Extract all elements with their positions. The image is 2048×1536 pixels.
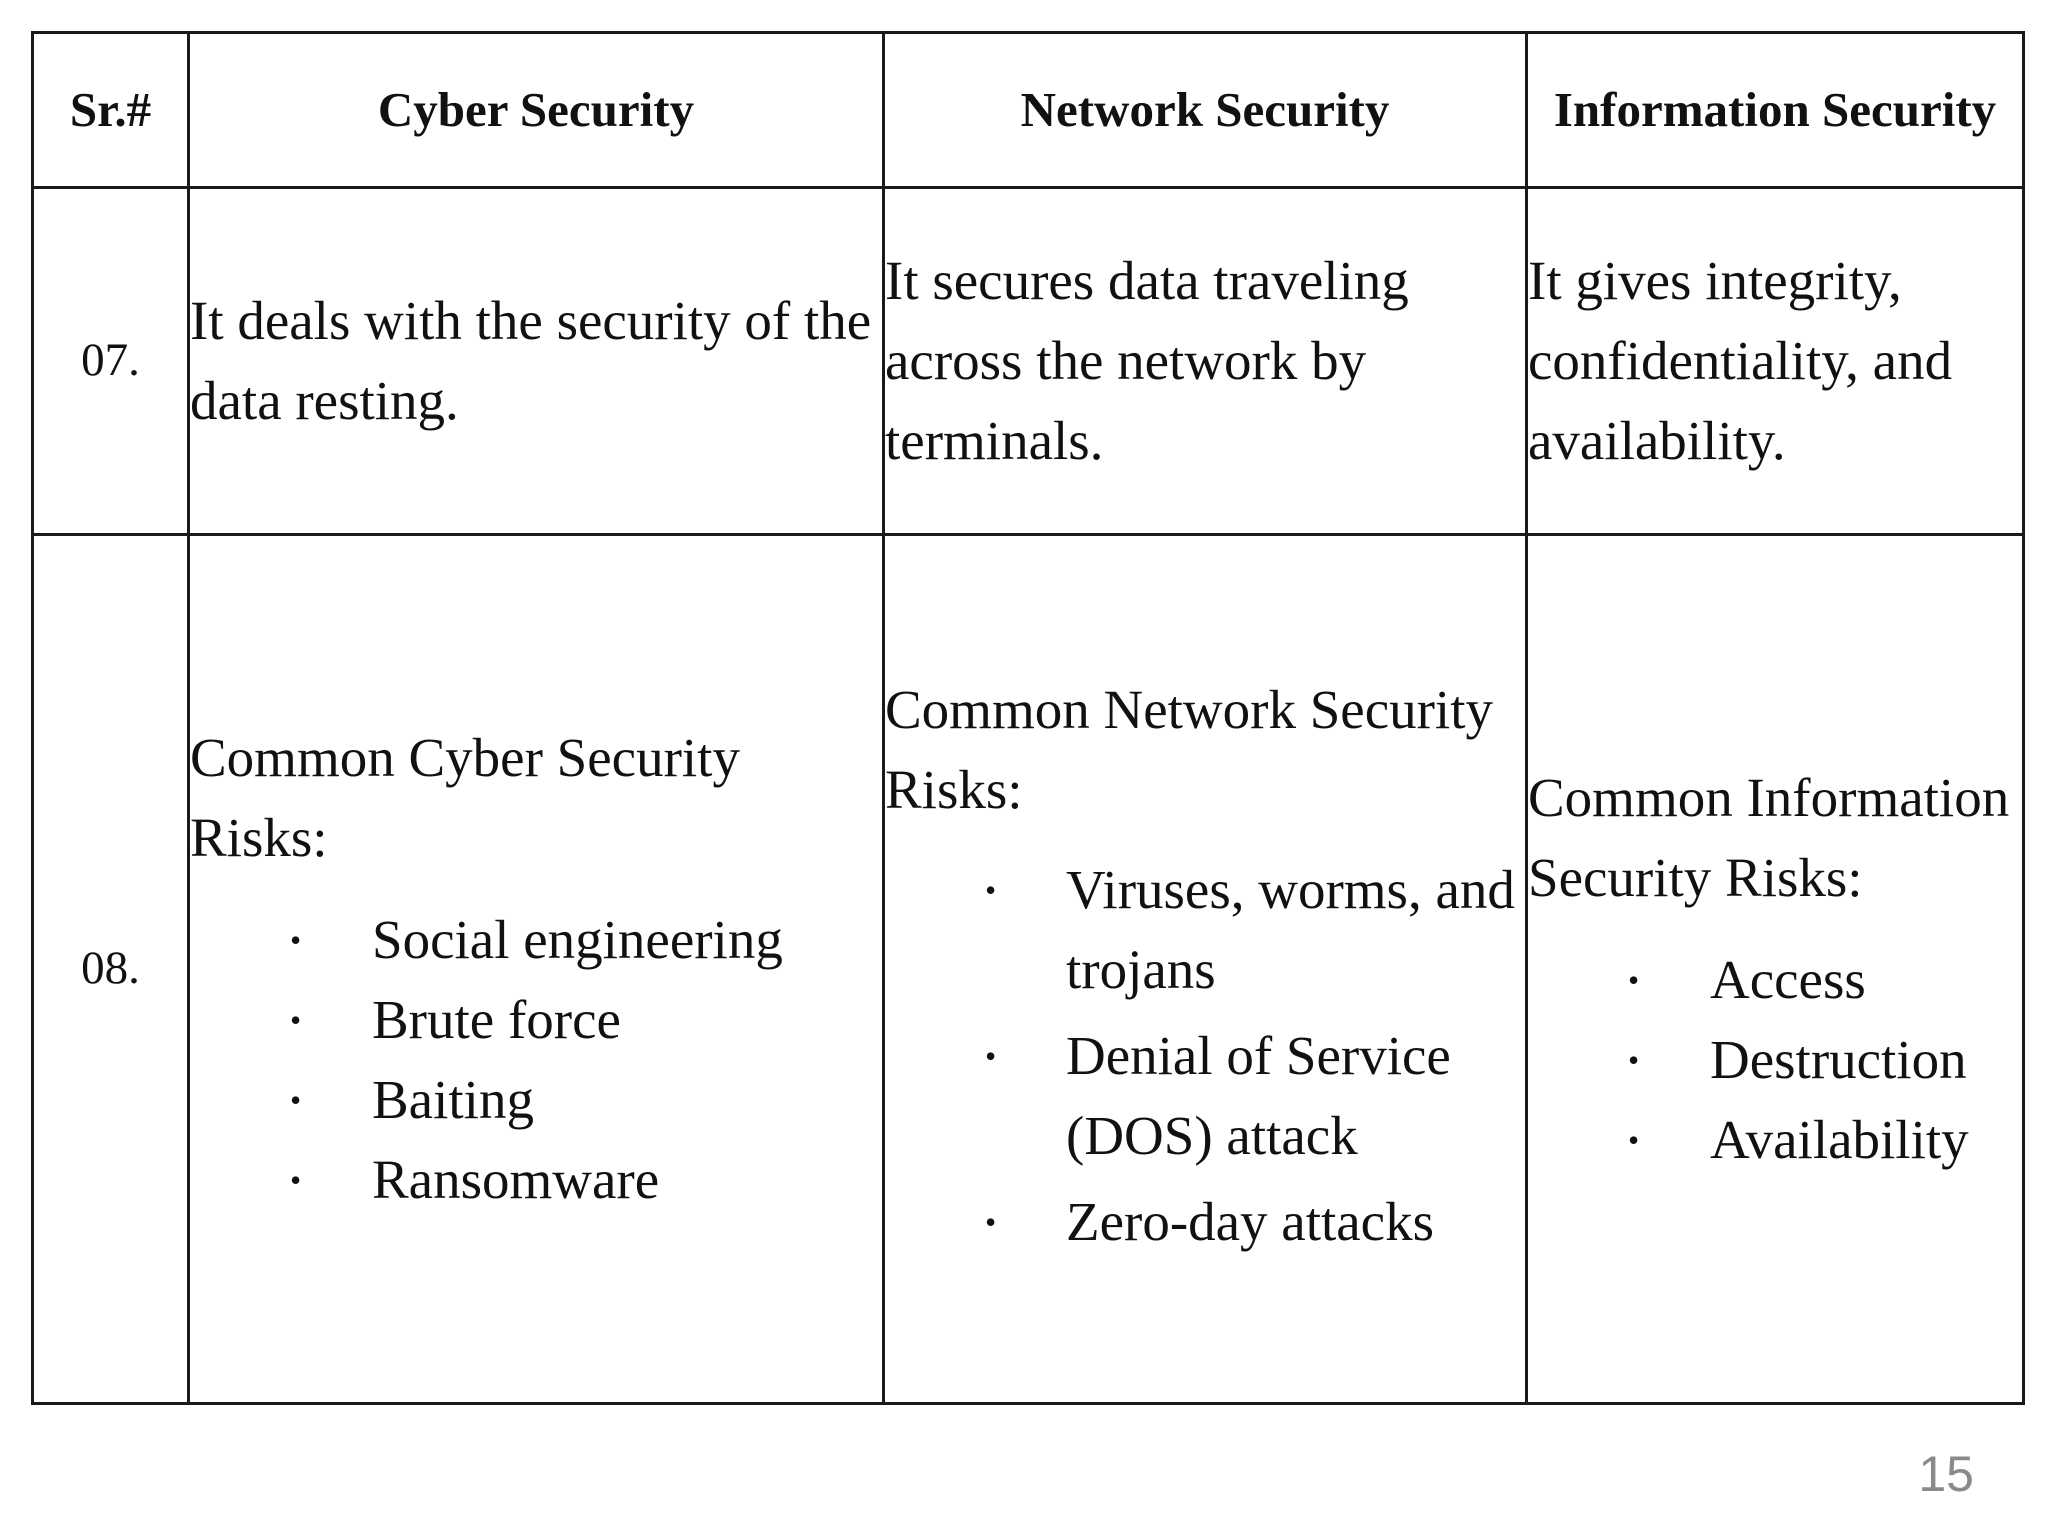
- list-item: [885, 1182, 1525, 1262]
- list-item-text: Destruction: [1710, 1029, 1967, 1090]
- bullet-icon: •: [985, 1038, 997, 1074]
- bullet-icon: •: [290, 922, 302, 958]
- list-item: [885, 1016, 1525, 1176]
- network-security-cell: It secures data traveling across the network by terminals.: [884, 188, 1527, 535]
- list-item-text: Social engineering: [372, 909, 783, 970]
- bullet-icon: •: [985, 1204, 997, 1240]
- list-item-text: Zero-day attacks: [1066, 1191, 1435, 1252]
- bullet-icon: •: [1628, 1122, 1640, 1158]
- list-item-text: Availability: [1710, 1109, 1969, 1170]
- header-information-security: Information Security: [1527, 33, 2024, 188]
- header-sr: Sr.#: [33, 33, 189, 188]
- row-number: 07.: [33, 188, 189, 535]
- list-item-text: Access: [1710, 949, 1866, 1010]
- list-item: [1528, 1020, 2022, 1100]
- list-item-text: Baiting: [372, 1069, 534, 1130]
- list-item-text: Viruses, worms, and trojans: [1066, 859, 1515, 1000]
- cyber-risks-list: [190, 900, 882, 1220]
- row-number: 08.: [33, 535, 189, 1404]
- bullet-icon: •: [985, 872, 997, 908]
- table-row: [33, 535, 2024, 1404]
- information-risks-list: [1528, 940, 2022, 1180]
- table-header-row: [33, 33, 2024, 188]
- network-risks-heading: Common Network Security Risks:: [885, 679, 1493, 820]
- bullet-icon: •: [290, 1082, 302, 1118]
- network-security-cell: [884, 535, 1527, 1404]
- table-row: [33, 188, 2024, 535]
- cyber-security-cell: [189, 535, 884, 1404]
- information-risks-heading: Common Information Security Risks:: [1528, 767, 2010, 908]
- cyber-security-cell: It deals with the security of the data resting.: [189, 188, 884, 535]
- bullet-icon: •: [1628, 1042, 1640, 1078]
- list-item: [1528, 940, 2022, 1020]
- list-item-text: Denial of Service (DOS) attack: [1066, 1025, 1451, 1166]
- bullet-icon: •: [290, 1162, 302, 1198]
- information-security-cell: It gives integrity, confidentiality, and availability.: [1527, 188, 2024, 535]
- list-item: [190, 980, 882, 1060]
- list-item: [190, 1060, 882, 1140]
- header-network-security: Network Security: [884, 33, 1527, 188]
- page-number: 15: [1918, 1446, 1974, 1502]
- list-item: [885, 850, 1525, 1010]
- comparison-table: [31, 31, 2025, 1405]
- header-cyber-security: Cyber Security: [189, 33, 884, 188]
- network-risks-list: [885, 850, 1525, 1262]
- bullet-icon: •: [1628, 962, 1640, 998]
- list-item: [190, 900, 882, 980]
- list-item: [1528, 1100, 2022, 1180]
- list-item-text: Brute force: [372, 989, 621, 1050]
- information-security-cell: [1527, 535, 2024, 1404]
- cyber-risks-heading: Common Cyber Security Risks:: [190, 727, 740, 868]
- list-item: [190, 1140, 882, 1220]
- bullet-icon: •: [290, 1002, 302, 1038]
- list-item-text: Ransomware: [372, 1149, 660, 1210]
